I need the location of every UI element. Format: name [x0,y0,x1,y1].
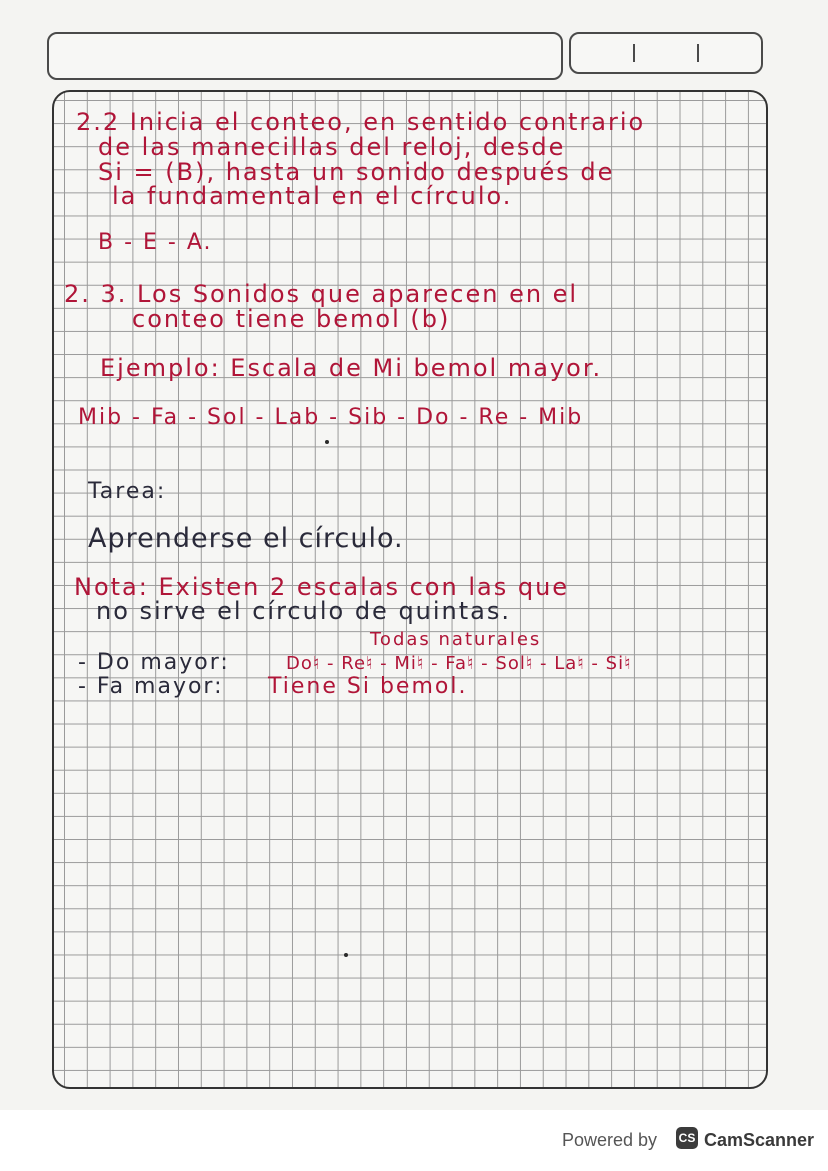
date-separator [697,44,699,62]
header-date-box [569,32,763,74]
note-line-2: no sirve el círculo de quintas. [96,597,512,625]
camscanner-brand: CamScanner [704,1130,815,1150]
section-2-3-line-2: conteo tiene bemol (b) [132,305,451,333]
ink-dot [325,440,329,444]
note-item-1-value: Do♮ - Re♮ - Mi♮ - Fa♮ - Sol♮ - La♮ - Si♮ [286,653,632,674]
section-2-2-line-2: de las manecillas del reloj, desde [98,133,566,161]
example-scale: Mib - Fa - Sol - Lab - Sib - Do - Re - Mib [78,405,584,430]
section-2-2-answer: B - E - A. [98,230,213,255]
note-item-1-label: - Do mayor: [78,650,230,675]
section-2-2-line-1: 2.2 Inicia el conteo, en sentido contrario [76,108,646,136]
section-2-3-line-1: 2. 3. Los Sonidos que aparecen en el [64,280,579,308]
header-title-box [47,32,563,80]
ink-dot [344,953,348,957]
note-line-1: Nota: Existen 2 escalas con las que [74,573,570,601]
camscanner-logo-icon: CS [676,1127,698,1149]
note-item-2-label: - Fa mayor: [78,674,224,699]
section-2-2-line-3: Si = (B), hasta un sonido después de [98,158,615,186]
example-heading: Ejemplo: Escala de Mi bemol mayor. [100,354,603,382]
section-2-2-line-4: la fundamental en el círculo. [112,182,513,210]
date-separator [633,44,635,62]
note-annotation: Todas naturales [370,629,542,650]
powered-by-text: Powered by [562,1130,658,1150]
homework-text: Aprenderse el círculo. [88,523,404,554]
homework-label: Tarea: [88,479,167,504]
note-item-2-value: Tiene Si bemol. [268,674,468,699]
